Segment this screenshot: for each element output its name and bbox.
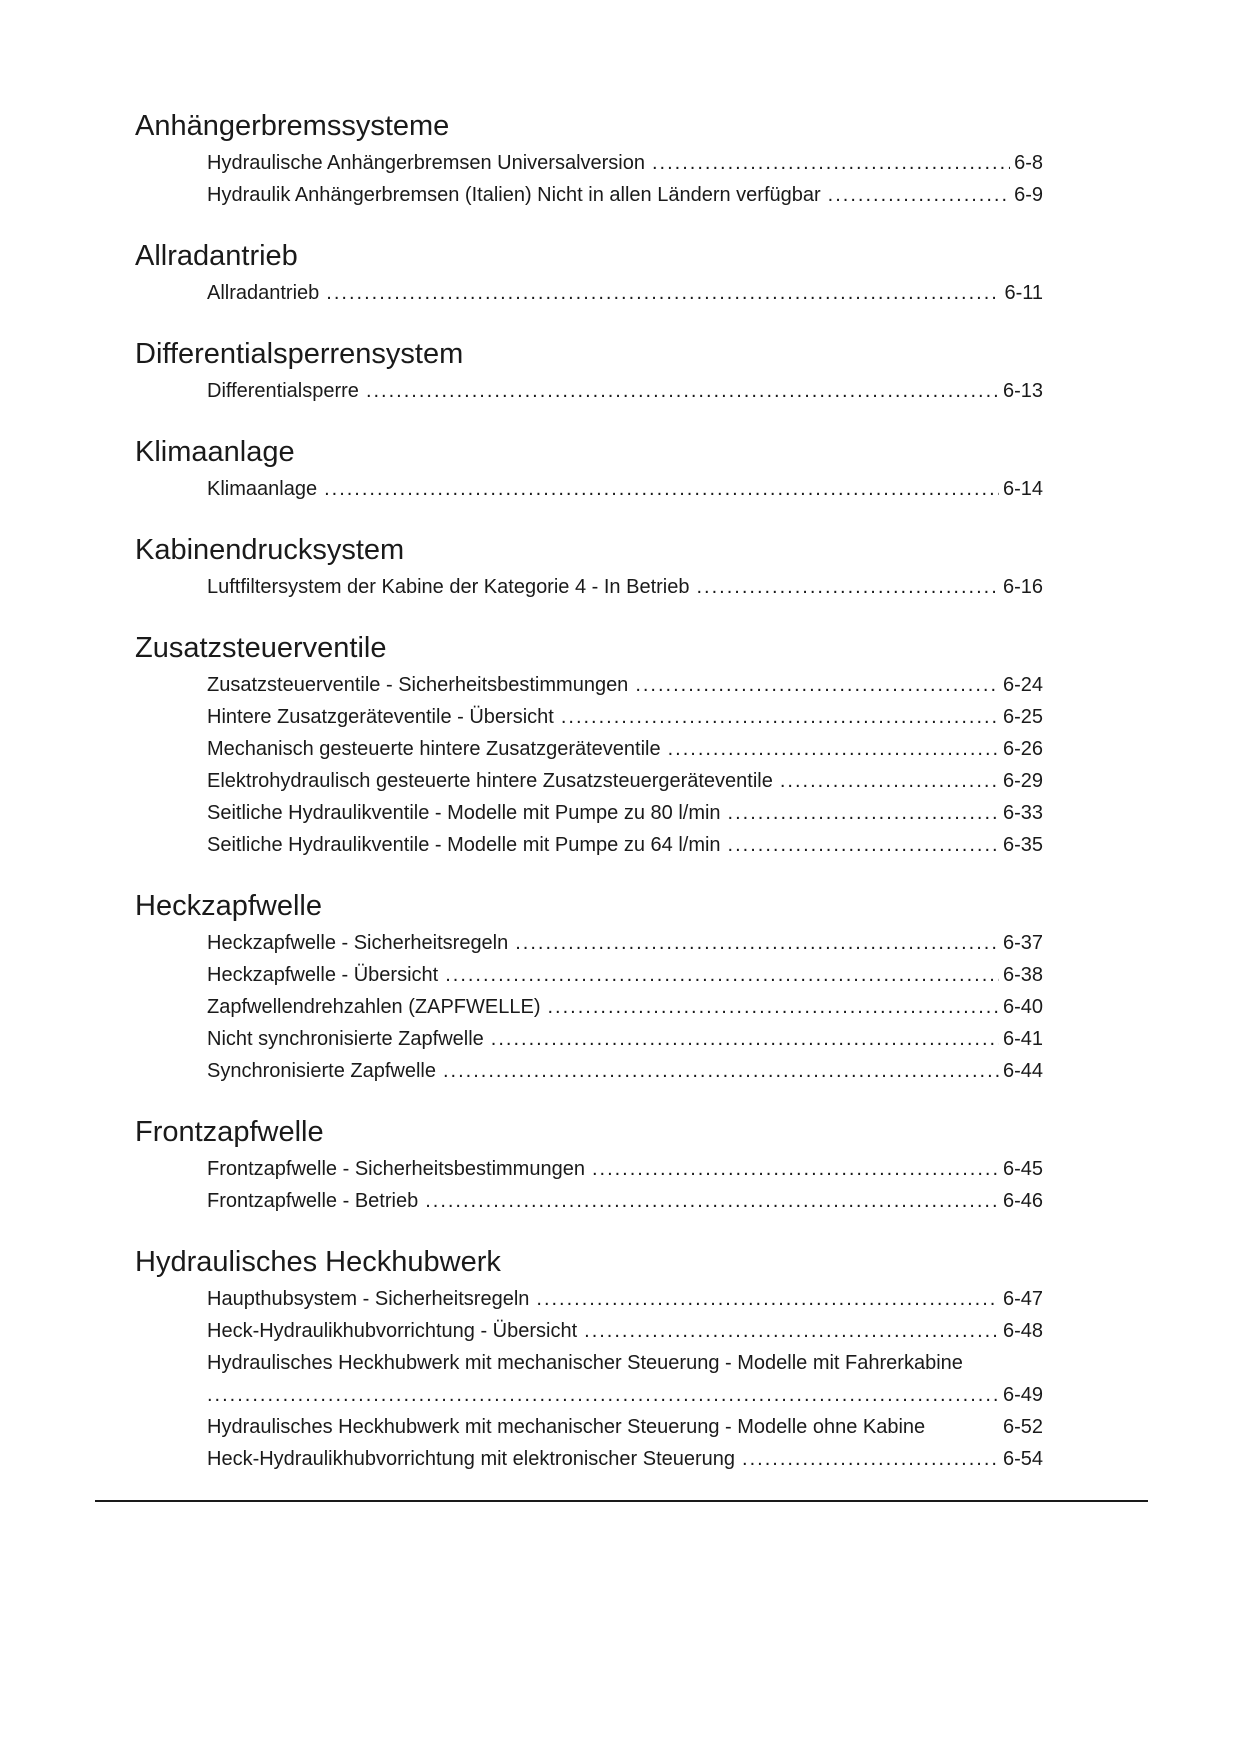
section-entries [135,147,1043,211]
toc-entry-page: 6-8 [1014,152,1043,174]
toc-entry-page: 6-45 [1002,1158,1043,1180]
toc-entry-title: Nicht synchronisierte Zapfwelle [207,1028,484,1050]
section-heading: Hydraulisches Heckhubwerk [135,1246,501,1278]
section-entries [135,1153,1043,1217]
section-entries [135,927,1043,1087]
dot-leader [652,147,1010,179]
toc-entry-page: 6-26 [1002,738,1043,760]
dot-leader [828,179,1010,211]
toc-section [135,238,1043,309]
toc-section [135,630,1043,861]
toc-entry-title: Haupthubsystem - Sicherheitsregeln [207,1288,530,1310]
dot-leader [728,797,999,829]
dot-leader [326,277,1000,309]
toc-entry-page: 6-47 [1002,1288,1043,1310]
toc-entry-title: Heckzapfwelle - Übersicht [207,964,439,986]
toc-entry-page: 6-46 [1002,1190,1043,1212]
toc-section [135,532,1043,603]
section-entries [135,669,1043,861]
section-heading: Anhängerbremssysteme [135,110,450,142]
toc-entry-page: 6-29 [1002,770,1043,792]
toc-entry [207,765,1043,797]
toc-section [135,434,1043,505]
toc-entry-page: 6-13 [1002,380,1043,402]
section-heading: Differentialsperrensystem [135,338,464,370]
section-heading: Zusatzsteuerventile [135,632,387,664]
toc-entry [207,701,1043,733]
toc-entry [207,375,1043,407]
section-heading: Heckzapfwelle [135,890,322,922]
dot-leader [207,1379,999,1411]
dot-leader [536,1283,999,1315]
dot-leader [696,571,998,603]
toc-entry-title: Hydraulisches Heckhubwerk mit mechanischer Steuerung - Modelle ohne Kabine [207,1416,926,1438]
toc-entry-title: Frontzapfwelle - Sicherheitsbestimmungen [207,1158,585,1180]
section-entries [135,375,1043,407]
toc-entry-page: 6-48 [1002,1320,1043,1342]
toc-entry [207,1023,1043,1055]
dot-leader [324,473,999,505]
toc-entry [207,473,1043,505]
dot-leader [443,1055,999,1087]
toc-entry-title: Frontzapfwelle - Betrieb [207,1190,419,1212]
toc-entry [207,277,1043,309]
toc-entry [207,927,1043,959]
toc-entry [207,1055,1043,1087]
toc-entry [207,959,1043,991]
dot-leader [425,1185,999,1217]
toc-entry [207,797,1043,829]
section-heading: Allradantrieb [135,240,298,272]
toc-entry [207,1283,1043,1315]
dot-leader [445,959,999,991]
section-heading: Kabinendrucksystem [135,534,405,566]
toc-entry-page: 6-37 [1002,932,1043,954]
section-heading: Klimaanlage [135,436,295,468]
dot-leader [728,829,999,861]
toc-entry [207,669,1043,701]
toc-section [135,1244,1043,1475]
toc-entry-title: Heckzapfwelle - Sicherheitsregeln [207,932,509,954]
toc-entry-page: 6-14 [1002,478,1043,500]
toc-entry [207,1443,1043,1475]
section-heading: Frontzapfwelle [135,1116,324,1148]
dot-leader [515,927,999,959]
toc-entry [207,179,1043,211]
toc-entry-title: Mechanisch gesteuerte hintere Zusatzgeräteventile [207,738,661,760]
toc-entry-page: 6-49 [1002,1384,1043,1406]
toc-entry-title: Hydraulische Anhängerbremsen Universalversion [207,152,645,174]
section-entries [135,571,1043,603]
dot-leader [366,375,999,407]
toc-entry-page: 6-11 [1004,282,1043,304]
toc-entry-page: 6-38 [1002,964,1043,986]
toc-entry-title: Hydraulik Anhängerbremsen (Italien) Nicht in allen Ländern verfügbar [207,184,821,206]
toc-entry [207,1411,1043,1443]
toc-entry-title: Hintere Zusatzgeräteventile - Übersicht [207,706,554,728]
toc-entry [207,1153,1043,1185]
toc-entry-page: 6-33 [1002,802,1043,824]
section-entries [135,1283,1043,1475]
toc-entry [207,733,1043,765]
toc-entry-page: 6-9 [1014,184,1043,206]
toc-entry [207,829,1043,861]
toc-entry-title: Seitliche Hydraulikventile - Modelle mit Pumpe zu 80 l/min [207,802,721,824]
dot-leader [561,701,999,733]
toc-entry-page: 6-35 [1002,834,1043,856]
toc-entry [207,991,1043,1023]
toc-entry-title: Zusatzsteuerventile - Sicherheitsbestimmungen [207,674,629,696]
toc-entry [207,1185,1043,1217]
dot-leader [742,1443,999,1475]
toc-entry-page: 6-44 [1002,1060,1043,1082]
toc-entry-title: Heck-Hydraulikhubvorrichtung mit elektronischer Steuerung [207,1448,736,1470]
dot-leader [668,733,999,765]
toc-entry-title: Luftfiltersystem der Kabine der Kategorie 4 - In Betrieb [207,576,690,598]
toc-entry-page: 6-16 [1002,576,1043,598]
toc-entry-title: Allradantrieb [207,282,320,304]
toc-entry-page: 6-40 [1002,996,1043,1018]
toc-entry-title: Elektrohydraulisch gesteuerte hintere Zusatzsteuergeräteventile [207,770,773,792]
toc-section [135,888,1043,1087]
toc-entry [207,1347,1043,1411]
toc-section [135,108,1043,211]
toc-entry-title: Hydraulisches Heckhubwerk mit mechanischer Steuerung - Modelle mit Fahrerkabine [207,1352,963,1374]
dot-leader [592,1153,999,1185]
dot-leader [547,991,998,1023]
toc-entry [207,147,1043,179]
toc-entry-title: Synchronisierte Zapfwelle [207,1060,436,1082]
toc-entry [207,1315,1043,1347]
toc-entry-title: Klimaanlage [207,478,318,500]
footer-rule [95,1500,1148,1502]
section-entries [135,473,1043,505]
toc-entry-page: 6-41 [1002,1028,1043,1050]
toc-entry-title: Heck-Hydraulikhubvorrichtung - Übersicht [207,1320,578,1342]
toc-entry-title: Differentialsperre [207,380,359,402]
toc-section [135,1114,1043,1217]
toc-entry-page: 6-24 [1002,674,1043,696]
toc-entry [207,571,1043,603]
section-entries [135,277,1043,309]
dot-leader [491,1023,999,1055]
toc-entry-page: 6-52 [1002,1416,1043,1438]
toc-entry-title: Zapfwellendrehzahlen (ZAPFWELLE) [207,996,541,1018]
toc-section [135,336,1043,407]
dot-leader [780,765,999,797]
toc-entry-title: Seitliche Hydraulikventile - Modelle mit Pumpe zu 64 l/min [207,834,721,856]
dot-leader [635,669,999,701]
toc-entry-page: 6-25 [1002,706,1043,728]
dot-leader [584,1315,999,1347]
toc-entry-page: 6-54 [1002,1448,1043,1470]
